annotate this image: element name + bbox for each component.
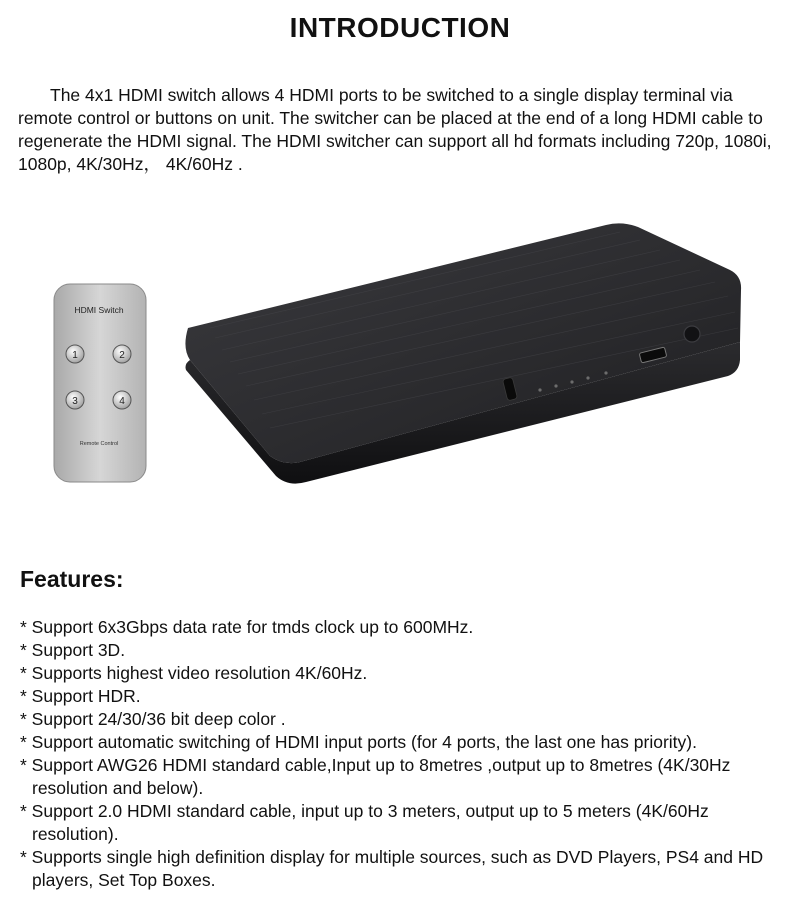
remote-button-1 [66, 345, 84, 363]
remote-footer: Remote Control [79, 441, 119, 447]
features-list [20, 616, 790, 892]
feature-item: * Support 2.0 HDMI standard cable, input up to 3 meters, output up to 5 meters (4K/60Hz resolution). [20, 801, 709, 844]
feature-item: * Supports highest video resolution 4K/60Hz. [20, 663, 368, 683]
svg-text:4: 4 [119, 396, 125, 407]
feature-item: * Support 24/30/36 bit deep color . [20, 709, 286, 729]
intro-paragraph: The 4x1 HDMI switch allows 4 HDMI ports to be switched to a single display terminal via remote control or buttons on unit. The switcher can be placed at the end of a long HDMI cable to regenerate the HDMI signal. The HDMI switcher can support all hd formats including 720p, 1080i, 1080p, 4K/30Hz， 4K/60Hz . [18, 85, 772, 174]
product-illustration [0, 210, 800, 510]
svg-text:2: 2 [119, 350, 125, 361]
svg-text:3: 3 [72, 396, 78, 407]
page-title: INTRODUCTION [289, 12, 511, 43]
remote-button-3 [66, 391, 84, 409]
features-heading: Features: [20, 566, 124, 592]
remote-button-2 [113, 345, 131, 363]
feature-item: * Support 6x3Gbps data rate for tmds clock up to 600MHz. [20, 617, 474, 637]
feature-item: * Support automatic switching of HDMI input ports (for 4 ports, the last one has priority). [20, 732, 697, 752]
feature-item: * Support HDR. [20, 686, 141, 706]
hdmi-switch-unit [185, 223, 741, 483]
svg-text:1: 1 [72, 350, 78, 361]
remote-button-4 [113, 391, 131, 409]
feature-item: * Support 3D. [20, 640, 126, 660]
remote-title: HDMI Switch [74, 305, 124, 315]
feature-item: * Support AWG26 HDMI standard cable,Input up to 8metres ,output up to 8metres (4K/30Hz resolution and below). [20, 755, 731, 798]
feature-item: * Supports single high definition display for multiple sources, such as DVD Players, PS4 and HD players, Set Top Boxes. [20, 847, 764, 890]
remote-control [54, 284, 146, 482]
